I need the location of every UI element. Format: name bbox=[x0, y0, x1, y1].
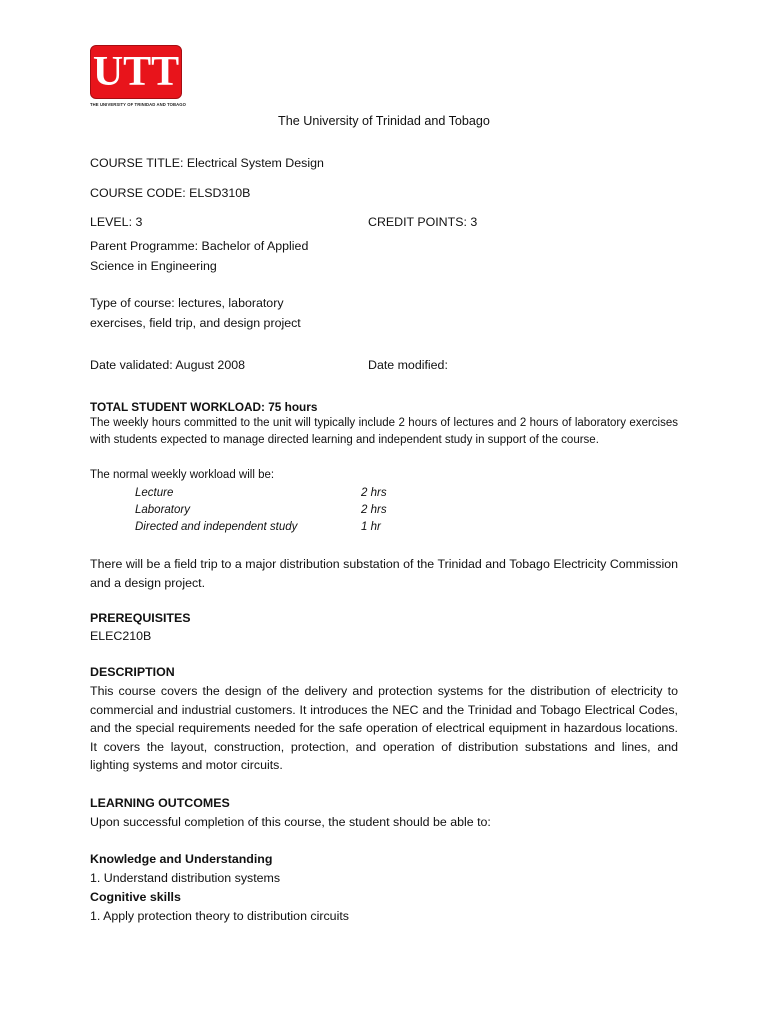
workload-item-hours: 1 hr bbox=[361, 521, 381, 533]
logo-badge bbox=[90, 45, 182, 99]
workload-item-hours: 2 hrs bbox=[361, 504, 387, 516]
cognitive-heading: Cognitive skills bbox=[90, 890, 181, 904]
utt-logo bbox=[90, 45, 186, 111]
workload-item-activity: Lecture bbox=[135, 487, 174, 499]
parent-programme-line1: Parent Programme: Bachelor of Applied bbox=[90, 239, 309, 253]
prerequisites-heading: PREREQUISITES bbox=[90, 611, 191, 625]
course-type-line1: Type of course: lectures, laboratory bbox=[90, 296, 284, 310]
parent-programme-line2: Science in Engineering bbox=[90, 259, 217, 273]
workload-heading: TOTAL STUDENT WORKLOAD: 75 hours bbox=[90, 400, 318, 414]
prerequisites-value: ELEC210B bbox=[90, 629, 152, 643]
logo-subtitle: THE UNIVERSITY OF TRINIDAD AND TOBAGO bbox=[90, 102, 186, 107]
workload-paragraph: The weekly hours committed to the unit will typically include 2 hours of lectures and 2 hours of laboratory exercises with students expected to manage directed learning and independent study in support of the course. bbox=[90, 417, 678, 447]
workload-item-activity: Laboratory bbox=[135, 504, 190, 516]
cognitive-item: 1. Apply protection theory to distribution circuits bbox=[90, 909, 349, 923]
credit-points: CREDIT POINTS: 3 bbox=[368, 215, 478, 229]
knowledge-heading: Knowledge and Understanding bbox=[90, 852, 273, 866]
course-level: LEVEL: 3 bbox=[90, 215, 143, 229]
university-name: The University of Trinidad and Tobago bbox=[278, 114, 490, 128]
field-trip-paragraph: There will be a field trip to a major distribution substation of the Trinidad and Tobago Electricity Commission and a design project. bbox=[90, 557, 678, 590]
date-modified: Date modified: bbox=[368, 358, 448, 372]
course-type-line2: exercises, field trip, and design project bbox=[90, 316, 301, 330]
workload-item-activity: Directed and independent study bbox=[135, 521, 298, 533]
knowledge-item: 1. Understand distribution systems bbox=[90, 871, 281, 885]
description-paragraph: This course covers the design of the delivery and protection systems for the distribution of electricity to commercial and industrial customers. It introduces the NEC and the Trinidad and Tobago Electrical Codes, and the special requirements needed for the safe operation of electrical equipment in hazardous locations. It covers the layout, construction, protection, and operation of distribution substations and lines, and lighting systems and motor circuits. bbox=[90, 684, 678, 772]
workload-normal-label: The normal weekly workload will be: bbox=[90, 469, 275, 481]
learning-outcomes-heading: LEARNING OUTCOMES bbox=[90, 796, 230, 810]
workload-item-hours: 2 hrs bbox=[361, 487, 387, 499]
course-title: COURSE TITLE: Electrical System Design bbox=[90, 156, 324, 170]
learning-outcomes-intro: Upon successful completion of this course, the student should be able to: bbox=[90, 815, 491, 829]
date-validated: Date validated: August 2008 bbox=[90, 358, 245, 372]
logo-mark: UTT bbox=[92, 49, 180, 95]
description-heading: DESCRIPTION bbox=[90, 665, 175, 679]
course-code: COURSE CODE: ELSD310B bbox=[90, 186, 251, 200]
